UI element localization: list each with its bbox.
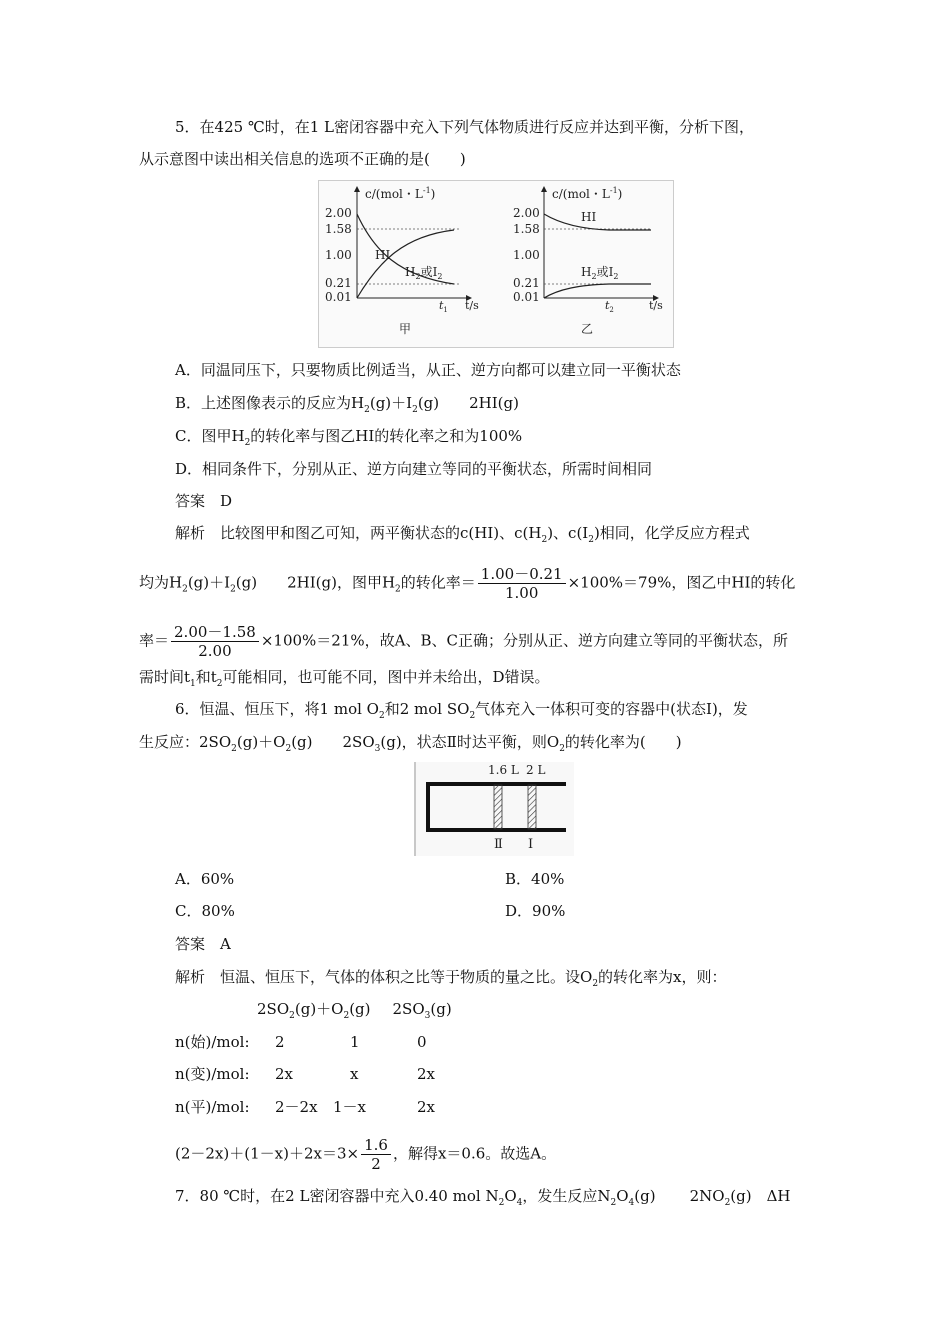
q6-figure: [414, 762, 574, 856]
q6-option-b: B．40%: [505, 870, 565, 888]
right-curve-h2: [544, 284, 651, 298]
q5-fraction-1: $\frac{1.00-0.21}{1.00}$: [478, 565, 566, 602]
q5-explanation-line4: 需时间$t_1$和$t_2$可能相同，也可能不同，图中并未给出，D错误。: [139, 668, 550, 689]
q6-stem-line2: 生反应：$2SO_2(g)+O_2(g)$ $2SO_3(g)$，状态Ⅱ时达平衡，则$O_2$的转化率为( ): [139, 733, 682, 754]
row-start-label: n(始)/mol:: [175, 1033, 250, 1051]
right-tmark: $t_2$: [605, 299, 614, 314]
right-curve-hi: [544, 214, 651, 230]
row-start-c3: 0: [417, 1033, 427, 1051]
left-ylabel: c/(mol・$L^{-1}$): [365, 186, 436, 201]
row-start-c1: 2: [275, 1033, 285, 1051]
q5-option-d: D．相同条件下，分别从正、逆方向建立等同的平衡状态，所需时间相同: [175, 460, 653, 478]
left-ytick-100: 1.00: [325, 248, 352, 262]
row-change-c1: 2x: [275, 1065, 294, 1083]
q7-stem: 7．80 ℃时，在2 L密闭容器中充入0.40 mol $N_2O_4$，发生反应$N_2O_4(g)$ $2NO_2(g)$ ΔH: [175, 1187, 791, 1208]
piston-II: [494, 785, 502, 829]
q5-explanation-line3: 率＝ $\frac{2.00-1.58}{2.00}$ ×100%＝21%，故A、B、C正确；分别从正、逆方向建立等同的平衡状态，所: [139, 623, 788, 660]
q5-option-a: A．同温同压下，只要物质比例适当，从正、逆方向都可以建立同一平衡状态: [175, 361, 681, 379]
row-change-c2: x: [350, 1065, 359, 1083]
right-label-h2: $H_2$或$I_2$: [581, 265, 619, 281]
right-ytick-200: 2.00: [513, 206, 540, 220]
left-xlabel: t/s: [465, 299, 479, 312]
q5-stem-line1: 5．在425 ℃时，在1 L密闭容器中充入下列气体物质进行反应并达到平衡，分析下图，: [175, 118, 754, 136]
row-change-label: n(变)/mol:: [175, 1065, 250, 1083]
right-label-hi: HI: [581, 210, 597, 224]
q6-option-d: D．90%: [505, 902, 566, 920]
q6-stem-line1: 6．恒温、恒压下，将1 mol $O_2$和2 mol $SO_2$气体充入一体积可变的容器中(状态Ⅰ)，发: [175, 700, 748, 721]
right-ylabel: c/(mol・$L^{-1}$): [552, 186, 623, 201]
right-ytick-158: 1.58: [513, 222, 540, 236]
q5-explanation-line1: 解析 比较图甲和图乙可知，两平衡状态的c(HI)、$c(H_2)$、$c(I_2)$相同，化学反应方程式: [175, 524, 750, 545]
row-eq-c3: 2x: [417, 1098, 436, 1116]
left-caption: 甲: [399, 322, 412, 336]
label-I: Ⅰ: [528, 837, 534, 852]
left-ytick-001: 0.01: [325, 290, 352, 304]
row-eq-c1: 2－2x: [275, 1098, 318, 1116]
q6-final: (2－2x)＋(1－x)＋2x＝3× $\frac{1.6}{2}$ ，解得x＝0.6。故选A。: [175, 1136, 557, 1173]
label-2L: 2 L: [526, 763, 546, 777]
q6-option-c: C．80%: [175, 902, 235, 920]
left-ytick-200: 2.00: [325, 206, 352, 220]
right-ytick-001: 0.01: [513, 290, 540, 304]
q6-fraction: $\frac{1.6}{2}$: [361, 1136, 391, 1173]
q6-equation: $2SO_2(g)+O_2(g)$ $2SO_3(g)$: [257, 1000, 452, 1021]
row-start-c2: 1: [350, 1033, 360, 1051]
row-change-c3: 2x: [417, 1065, 436, 1083]
left-ytick-158: 1.58: [325, 222, 352, 236]
right-ytick-100: 1.00: [513, 248, 540, 262]
left-tmark: $t_1$: [439, 299, 448, 314]
left-ytick-021: 0.21: [325, 276, 352, 290]
q6-option-a: A．60%: [175, 870, 235, 888]
right-xlabel: t/s: [649, 299, 663, 312]
q6-answer: 答案 A: [175, 935, 231, 953]
chart-left: [325, 186, 479, 336]
q5-explanation-line2: 均为$H_2(g)+I_2(g)$ 2HI(g)，图甲$H_2$的转化率＝ $\frac{1.00-0.21}{1.00}$ ×100%＝79%，图乙中HI的转化: [139, 565, 796, 602]
left-label-hi: HI: [375, 248, 391, 262]
piston-I: [528, 785, 536, 829]
q5-stem-line2: 从示意图中读出相关信息的选项不正确的是( ): [139, 150, 466, 168]
q5-option-c: C．图甲$H_2$的转化率与图乙HI的转化率之和为100%: [175, 427, 523, 448]
q5-fraction-2: $\frac{2.00-1.58}{2.00}$: [171, 623, 259, 660]
row-eq-c2: 1－x: [333, 1098, 367, 1116]
q6-explanation-line1: 解析 恒温、恒压下，气体的体积之比等于物质的量之比。设$O_2$的转化率为x，则：: [175, 968, 727, 989]
row-eq-label: n(平)/mol:: [175, 1098, 250, 1116]
label-1-6L: 1.6 L: [488, 763, 519, 777]
right-caption: 乙: [581, 322, 594, 336]
q5-option-b: B．上述图像表示的反应为$H_2(g)+I_2(g)$ 2HI(g): [175, 394, 519, 415]
q5-figure: [318, 180, 674, 348]
q5-answer: 答案 D: [175, 492, 233, 510]
label-II: Ⅱ: [494, 837, 503, 852]
right-ytick-021: 0.21: [513, 276, 540, 290]
chart-right: [513, 186, 663, 336]
left-label-h2: $H_2$或$I_2$: [405, 265, 443, 281]
